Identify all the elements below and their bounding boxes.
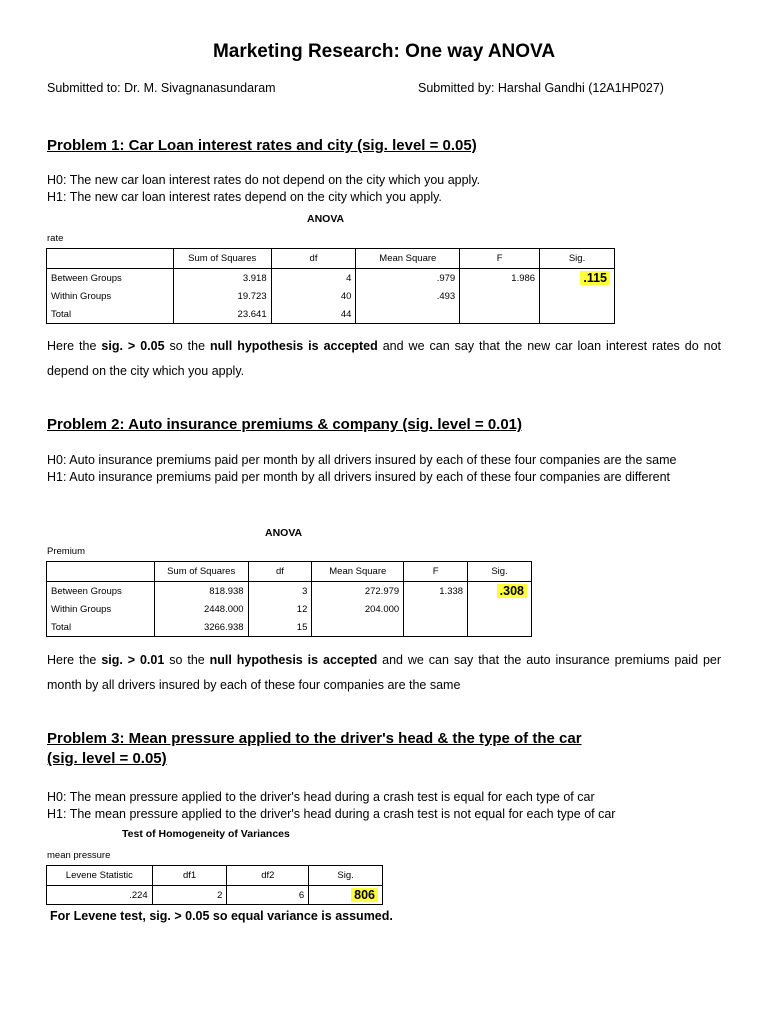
header-cell: Mean Square	[356, 249, 460, 269]
problem-3-heading-line-1: Problem 3: Mean pressure applied to the driver's head & the type of the car	[47, 730, 582, 747]
cell-df1: 2	[152, 886, 227, 905]
problem-2-h0: H0: Auto insurance premiums paid per month by all drivers insured by each of these four companies are the same	[47, 453, 677, 467]
conclusion-text: Here the	[47, 653, 102, 667]
document-title: Marketing Research: One way ANOVA	[212, 41, 556, 62]
conclusion-text: and we can say that the auto insurance premiums paid per month by all drivers insured by each of these four companies are the same	[47, 653, 722, 692]
cell-mean-square: 272.979	[312, 582, 404, 601]
cell-f: 1.338	[404, 582, 468, 601]
cell-mean-square	[312, 618, 404, 637]
header-cell-blank	[47, 249, 174, 269]
sig-highlight: 806	[351, 888, 378, 902]
levene-test-note: For Levene test, sig. > 0.05 so equal variance is assumed.	[50, 909, 393, 923]
header-cell: df	[248, 562, 312, 582]
problem-2-conclusion	[47, 648, 721, 698]
table-header-row	[47, 249, 615, 269]
header-cell: Sum of Squares	[173, 249, 271, 269]
problem-1-h0: H0: The new car loan interest rates do not depend on the city which you apply.	[47, 173, 481, 187]
cell-f	[404, 600, 468, 618]
table-row	[47, 886, 383, 905]
problem-3-h1: H1: The mean pressure applied to the driver's head during a crash test is not equal for each type of car	[47, 807, 616, 821]
cell-sum-of-squares: 19.723	[173, 287, 271, 305]
header-cell: Sum of Squares	[154, 562, 248, 582]
conclusion-bold: null hypothesis is accepted	[209, 653, 378, 667]
problem-1-anova-table	[46, 248, 615, 324]
header-cell: df	[271, 249, 356, 269]
conclusion-text: so the	[164, 339, 211, 353]
cell-sig	[540, 269, 615, 288]
conclusion-text: so the	[164, 653, 210, 667]
table-row	[47, 287, 615, 305]
problem-2-table-label: Premium	[47, 546, 86, 557]
cell-df: 3	[248, 582, 312, 601]
header-cell: Mean Square	[312, 562, 404, 582]
cell-sum-of-squares: 3.918	[173, 269, 271, 288]
problem-2-anova-table	[46, 561, 532, 637]
problem-2-h1: H1: Auto insurance premiums paid per month by all drivers insured by each of these four companies are different	[47, 470, 671, 484]
problem-3-table-caption: Test of Homogeneity of Variances	[122, 828, 290, 840]
cell-mean-square: 204.000	[312, 600, 404, 618]
row-name: Total	[47, 618, 155, 637]
header-cell: Sig.	[309, 866, 383, 886]
cell-levene-statistic: .224	[47, 886, 153, 905]
cell-sum-of-squares: 2448.000	[154, 600, 248, 618]
header-cell-blank	[47, 562, 155, 582]
cell-sig	[468, 582, 532, 601]
cell-f	[460, 305, 540, 324]
header-cell: Sig.	[540, 249, 615, 269]
problem-1-table-label: rate	[47, 233, 64, 244]
problem-1-conclusion	[47, 334, 721, 384]
problem-1-table-caption: ANOVA	[307, 213, 345, 225]
table-row	[47, 600, 532, 618]
cell-sum-of-squares: 3266.938	[154, 618, 248, 637]
sig-highlight: .115	[580, 271, 610, 285]
problem-2-hypotheses	[47, 452, 721, 486]
row-name: Between Groups	[47, 582, 155, 601]
cell-sig	[540, 305, 615, 324]
header-cell: Sig.	[468, 562, 532, 582]
submitted-by: Submitted by: Harshal Gandhi (12A1HP027)	[418, 81, 664, 95]
cell-sig	[468, 618, 532, 637]
table-header-row	[47, 866, 383, 886]
header-cell: df1	[152, 866, 227, 886]
row-name: Total	[47, 305, 174, 324]
table-row	[47, 305, 615, 324]
sig-highlight: .308	[497, 584, 527, 598]
problem-1-hypotheses	[47, 172, 721, 206]
table-row	[47, 582, 532, 601]
conclusion-bold: sig. > 0.01	[101, 653, 165, 667]
submitted-to: Submitted to: Dr. M. Sivagnanasundaram	[47, 81, 276, 95]
table-header-row	[47, 562, 532, 582]
table-row	[47, 269, 615, 288]
cell-df: 4	[271, 269, 356, 288]
problem-3-levene-table	[46, 865, 383, 905]
problem-3-heading	[47, 729, 582, 769]
conclusion-text: and we can say that the new car loan interest rates do not depend on the city which you apply.	[47, 339, 722, 378]
problem-1-h1: H1: The new car loan interest rates depend on the city which you apply.	[47, 190, 442, 204]
conclusion-bold: sig. > 0.05	[101, 339, 165, 353]
header-cell: F	[404, 562, 468, 582]
problem-3-hypotheses	[47, 789, 721, 823]
cell-sig	[468, 600, 532, 618]
table-row	[47, 618, 532, 637]
problem-3-table-label: mean pressure	[47, 850, 111, 861]
cell-mean-square: .979	[356, 269, 460, 288]
cell-mean-square	[356, 305, 460, 324]
header-cell: F	[460, 249, 540, 269]
header-cell: df2	[227, 866, 309, 886]
cell-sig	[540, 287, 615, 305]
cell-sig	[309, 886, 383, 905]
cell-df: 44	[271, 305, 356, 324]
cell-sum-of-squares: 818.938	[154, 582, 248, 601]
problem-2-table-caption: ANOVA	[265, 527, 303, 539]
cell-df: 40	[271, 287, 356, 305]
cell-f: 1.986	[460, 269, 540, 288]
conclusion-text: Here the	[47, 339, 102, 353]
cell-f	[460, 287, 540, 305]
conclusion-bold: null hypothesis is accepted	[210, 339, 378, 353]
problem-1-heading: Problem 1: Car Loan interest rates and city (sig. level = 0.05)	[47, 137, 477, 154]
cell-df2: 6	[227, 886, 309, 905]
row-name: Within Groups	[47, 287, 174, 305]
cell-f	[404, 618, 468, 637]
cell-sum-of-squares: 23.641	[173, 305, 271, 324]
cell-mean-square: .493	[356, 287, 460, 305]
cell-df: 12	[248, 600, 312, 618]
row-name: Between Groups	[47, 269, 174, 288]
row-name: Within Groups	[47, 600, 155, 618]
problem-3-heading-line-2: (sig. level = 0.05)	[47, 750, 167, 767]
problem-2-heading: Problem 2: Auto insurance premiums & company (sig. level = 0.01)	[47, 416, 523, 433]
problem-3-h0: H0: The mean pressure applied to the driver's head during a crash test is equal for each type of car	[47, 790, 595, 804]
cell-df: 15	[248, 618, 312, 637]
header-cell: Levene Statistic	[47, 866, 153, 886]
